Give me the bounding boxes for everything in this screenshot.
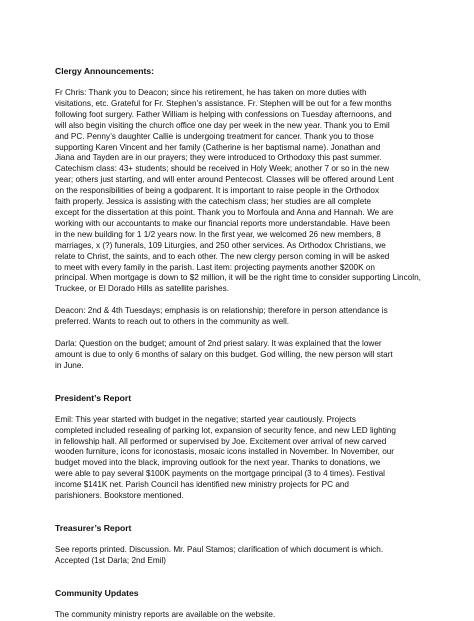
spacer [55,328,427,339]
deacon-paragraph: Deacon: 2nd & 4th Tuesdays; emphasis is on relationship; therefore in person attendance is preferred. Wants to reach out to others in the community as well. [55,306,388,327]
spacer [55,534,427,545]
presidents-report-body: Emil: This year started with budget in the negative; started year cautiously. Projects completed included resealing of parking lot, expansion of security fence, and new LED lighting in fellowship hall. All performed or supervised by Joe. Excitement over arrival of new carved wooden furniture, icons for iconostasis, mosaic icons installed in November. In November, our budget moved into the black, improving outlook for the next year. Thanks to donations, we were able to pay several $100K payments on the mortgage principal (3 to 4 times). Festival income $141K net. Parish Council has identified new ministry projects for PC and parishioners. Bookstore mentioned. [55,414,396,501]
clergy-announcements-heading: Clergy Announcements: [55,66,154,76]
spacer [55,77,427,88]
spacer [55,404,427,415]
presidents-report-heading: President’s Report [55,392,132,403]
treasurers-report-body: See reports printed. Discussion. Mr. Paul Stamos; clarification of which document is which. Accepted (1st Darla; 2nd Emil) [55,545,384,565]
minutes-page [55,66,427,621]
community-updates-body: The community ministry reports are available on the website. [55,609,276,619]
darla-paragraph: Darla: Question on the budget; amount of 2nd priest salary. It was explained that the lower amount is due to only 6 months of salary on this budget. God willing, the new person will start in June. [55,339,393,370]
spacer [55,567,427,588]
spacer [55,295,427,306]
treasurers-report-heading: Treasurer’s Report [55,523,132,533]
fr-chris-paragraph: Fr Chris: Thank you to Deacon; since his retirement, he has taken on more duties with visitations, etc. Grateful for Fr. Stephen’s assistance. Fr. Stephen will be out for a few months following foot surgery. Father William is helping with confessions on Tuesday afternoons, and will also begin visiting the church office one day per week in the new year. Thank you to Emil and PC. Penny’s daughter Callie is undergoing treatment for cancer. Thank you to those supporting Karen Vincent and her family (Catherine is her baptismal name). Jonathan and Jiana and Tayden are in our prayers; they were introduced to Orthodoxy this past summer. Catechism class: 43+ students; should be received in Holy Week; another 7 or so in the new year; others just starting, and will enter around Pentecost. Classes will be offered around Lent on the responsibilities of being a godparent. It is important to raise people in the Orthodox faith properly. Jessica is assisting with the catechism class; her studies are all complete except for the dissertation at this point. Thank you to Morfoula and Anna and Hannah. We are working with our accountants to make our financial reports more understandable. Have been in the new building for 1 1/2 years now. In the first year, we welcomed 26 new members, 8 marriages, x (?) funerals, 109 Liturgies, and 250 other services. As Orthodox Christians, we relate to Christ, the saints, and to each other. The new clergy person coming in will be asked to meet with every family in the parish. Last item: projecting payments another $200K on principal. When mortgage is down to $2 million, it will be the right time to consider supporting Lincoln, Truckee, or El Dorado Hills as satellite parishes. [55,88,421,294]
spacer [55,372,427,393]
community-updates-heading: Community Updates [55,587,139,598]
spacer [55,599,427,610]
spacer [55,502,427,523]
